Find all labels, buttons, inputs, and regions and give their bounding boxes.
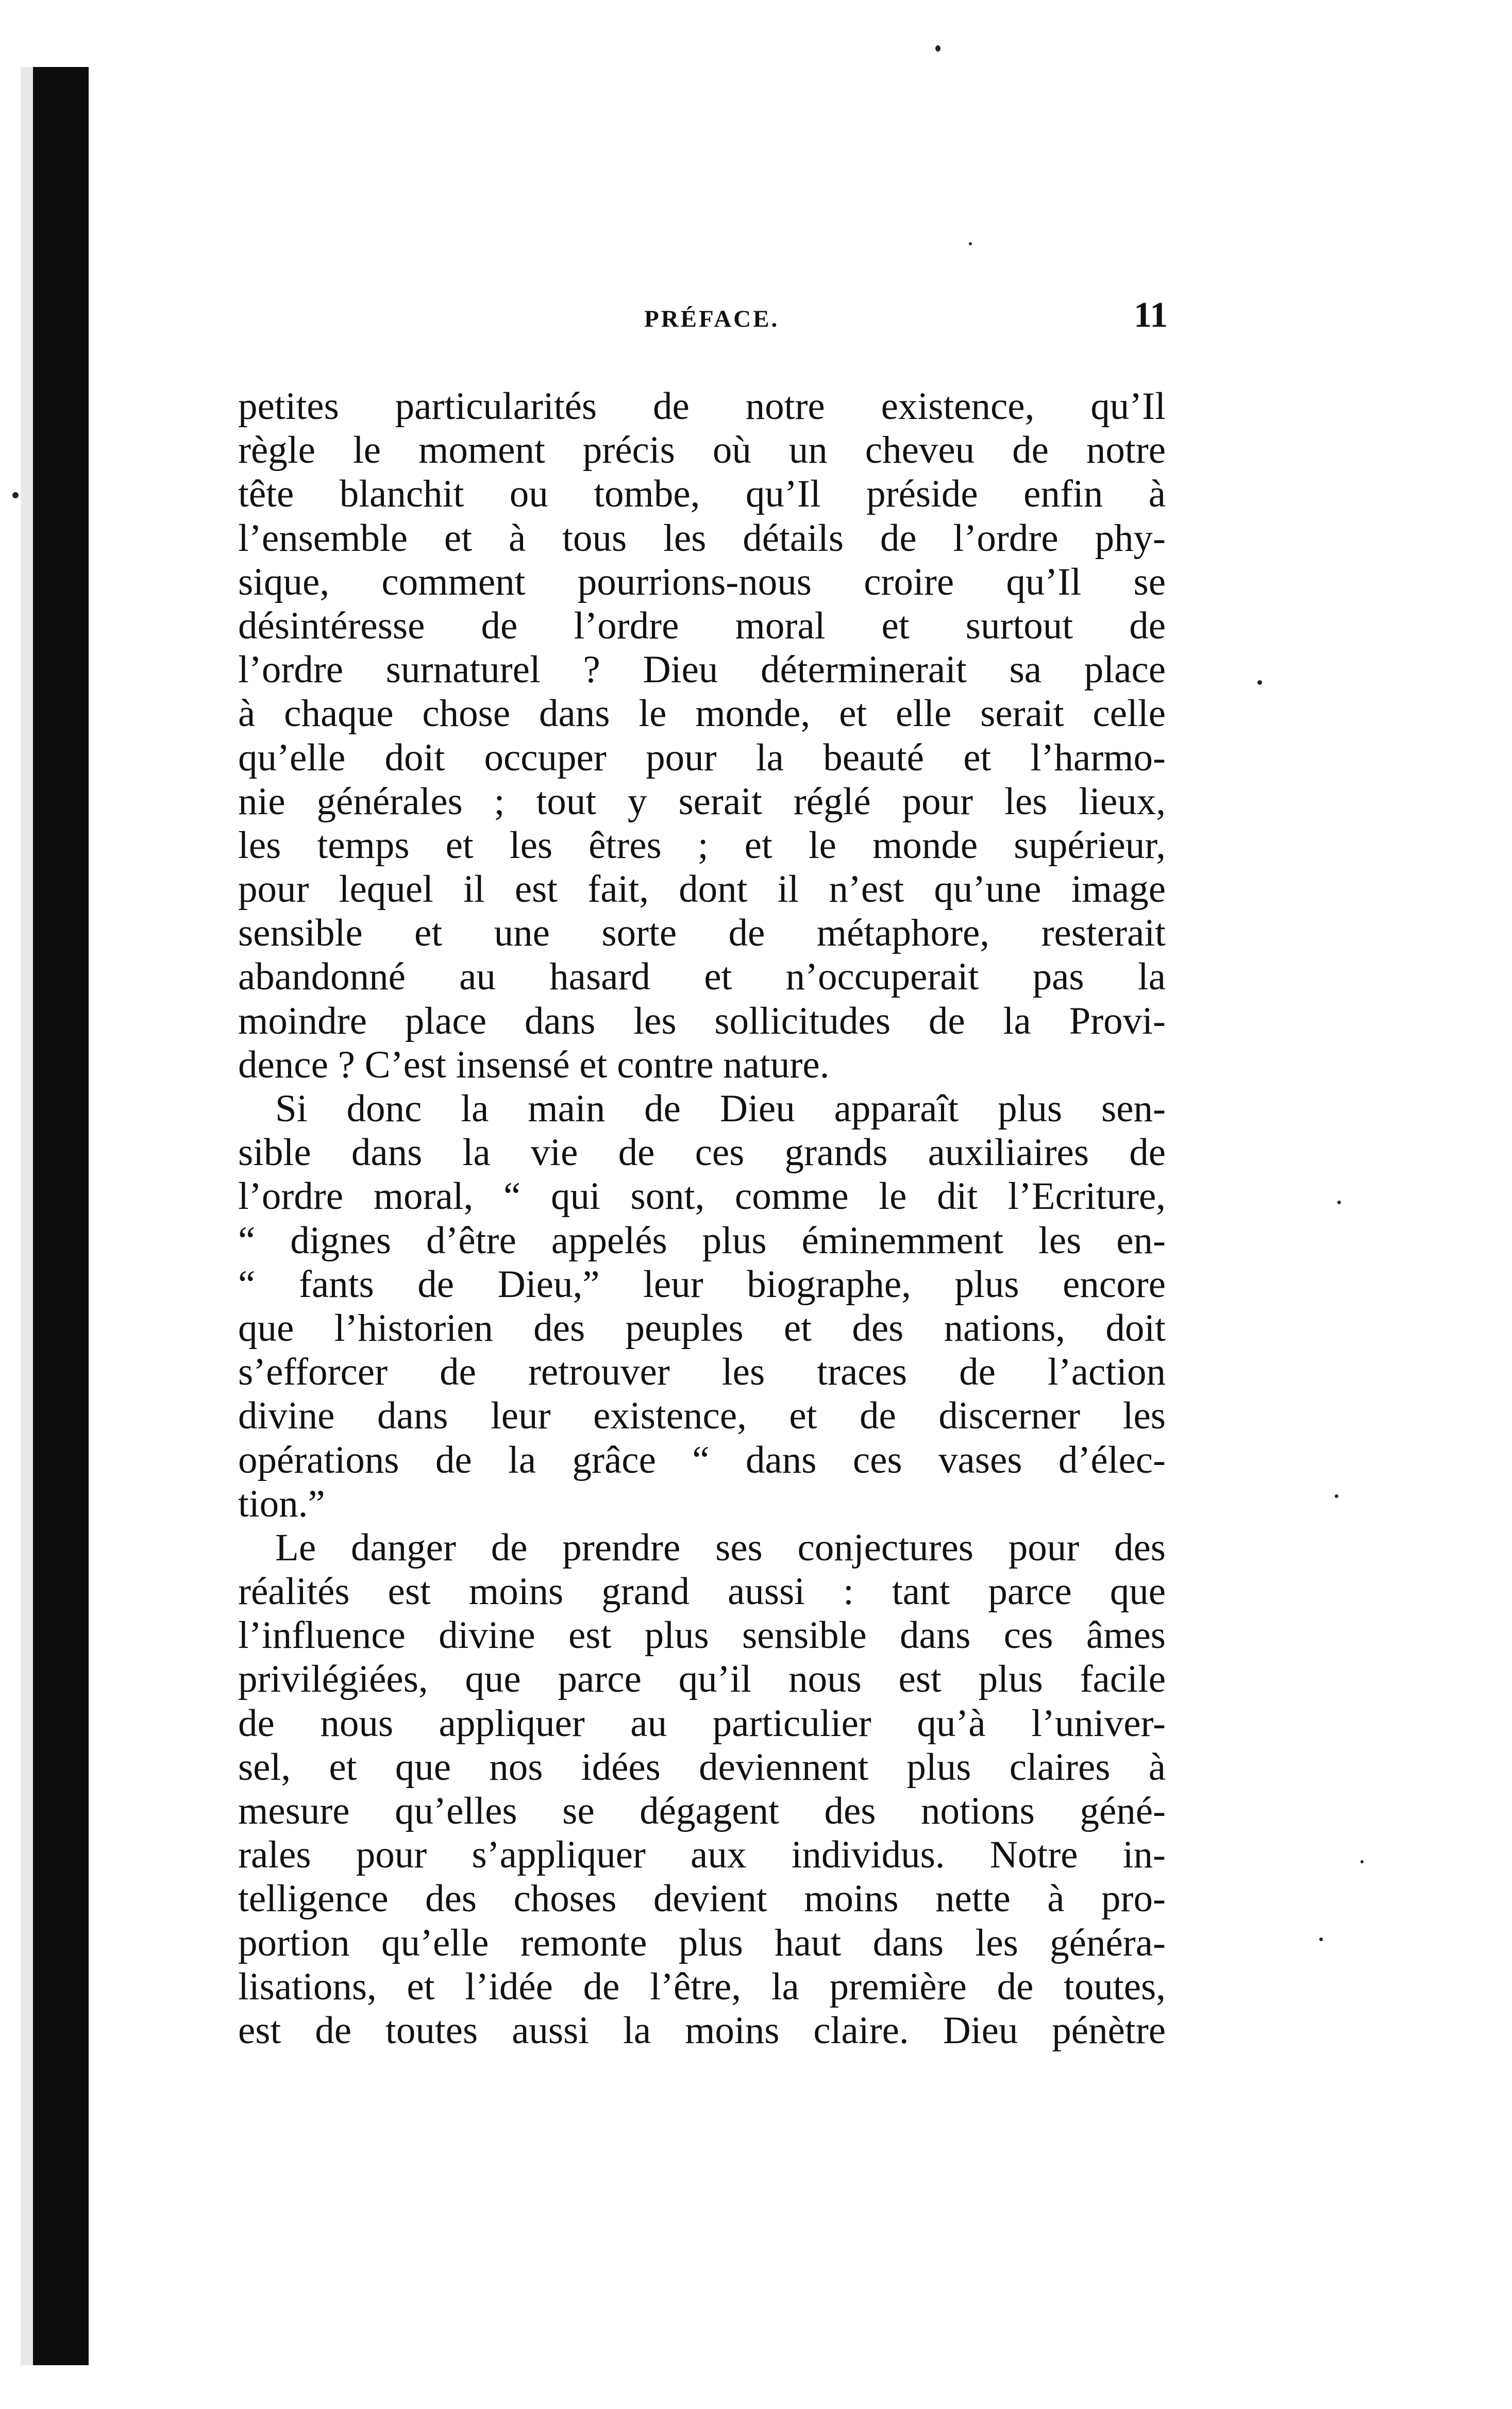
binding-edge: [33, 67, 89, 2365]
binding-shadow: [21, 67, 33, 2365]
text-line: dence ? C’est insensé et contre nature.: [238, 1043, 830, 1086]
print-speck: [1337, 1201, 1341, 1204]
print-speck: [1335, 1494, 1338, 1498]
text-line: l’ordre surnaturel ? Dieu déterminerait sa place: [238, 648, 1166, 692]
text-line: divine dans leur existence, et de discerner les: [238, 1394, 1166, 1438]
text-line: rales pour s’appliquer aux individus. Notre in-: [238, 1833, 1166, 1877]
text-line: que l’historien des peuples et des nations, doit: [238, 1306, 1166, 1350]
print-speck: [1319, 1938, 1323, 1941]
text-line: sel, et que nos idées deviennent plus claires à: [238, 1745, 1166, 1789]
text-line: abandonné au hasard et n’occuperait pas la: [238, 955, 1166, 999]
text-line: l’ordre moral, “ qui sont, comme le dit l’Ecriture,: [238, 1175, 1166, 1218]
text-line: désintéresse de l’ordre moral et surtout de: [238, 604, 1166, 647]
text-line: sible dans la vie de ces grands auxiliaires de: [238, 1131, 1166, 1174]
text-line: petites particularités de notre existence, qu’Il: [238, 385, 1166, 428]
text-line: de nous appliquer au particulier qu’à l’univer-: [238, 1702, 1166, 1745]
running-title: PRÉFACE.: [644, 306, 780, 332]
text-line: mesure qu’elles se dégagent des notions géné-: [238, 1790, 1166, 1832]
text-line: est de toutes aussi la moins claire. Dieu pénètre: [238, 2009, 1166, 2052]
text-line: l’influence divine est plus sensible dans ces âmes: [238, 1614, 1166, 1657]
page-number: 11: [1134, 295, 1168, 335]
text-line: pour lequel il est fait, dont il n’est qu’une image: [238, 868, 1166, 911]
text-line: qu’elle doit occuper pour la beauté et l’harmo-: [238, 736, 1166, 779]
text-line: moindre place dans les sollicitudes de la Provi-: [238, 999, 1166, 1042]
text-line: “ fants de Dieu,” leur biographe, plus encore: [238, 1262, 1166, 1306]
text-line: privilégiées, que parce qu’il nous est plus facile: [238, 1658, 1166, 1701]
text-line: sique, comment pourrions-nous croire qu’Il se: [238, 560, 1166, 603]
print-speck: [12, 492, 19, 498]
text-line: les temps et les êtres ; et le monde supérieur,: [238, 823, 1166, 867]
text-line: opérations de la grâce “ dans ces vases d’élec-: [238, 1438, 1166, 1481]
text-line: Si donc la main de Dieu apparaît plus sen-: [275, 1087, 1166, 1130]
text-line: à chaque chose dans le monde, et elle serait celle: [238, 692, 1166, 735]
text-line: lisations, et l’idée de l’être, la première de toutes,: [238, 1965, 1166, 2008]
print-speck: [1257, 680, 1262, 685]
text-line: telligence des choses devient moins nette à pro-: [238, 1877, 1166, 1921]
text-line: sensible et une sorte de métaphore, resterait: [238, 912, 1166, 955]
print-speck: [969, 242, 972, 245]
text-line: s’efforcer de retrouver les traces de l’action: [238, 1351, 1166, 1394]
text-line: tion.”: [238, 1482, 325, 1525]
text-line: réalités est moins grand aussi : tant parce que: [238, 1570, 1166, 1613]
text-line: Le danger de prendre ses conjectures pour des: [275, 1526, 1166, 1569]
body-text: [238, 384, 1166, 2052]
text-line: “ dignes d’être appelés plus éminemment les en-: [238, 1219, 1166, 1262]
text-line: portion qu’elle remonte plus haut dans les généra-: [238, 1921, 1166, 1964]
text-line: tête blanchit ou tombe, qu’Il préside enfin à: [238, 473, 1166, 516]
text-line: règle le moment précis où un cheveu de notre: [238, 429, 1166, 472]
text-line: nie générales ; tout y serait réglé pour les lieux,: [238, 780, 1166, 823]
text-line: l’ensemble et à tous les détails de l’ordre phy-: [238, 516, 1166, 560]
print-speck: [935, 45, 940, 52]
print-speck: [1360, 1860, 1364, 1863]
